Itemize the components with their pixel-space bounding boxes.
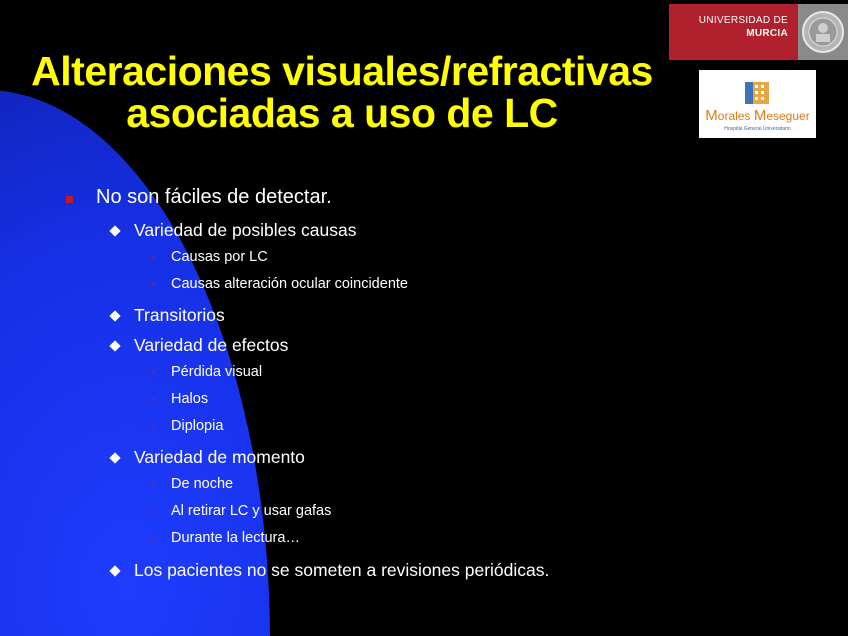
small-bullet-icon: ▪ — [152, 534, 155, 543]
effects-item: Diplopia — [171, 418, 224, 434]
diamond-bullet-icon — [109, 225, 120, 236]
causes-item: Causas alteración ocular coincidente — [171, 276, 408, 292]
small-bullet-icon: ▪ — [152, 368, 155, 377]
timing-item: De noche — [171, 476, 234, 492]
diamond-bullet-icon — [109, 452, 120, 463]
diamond-bullet-icon — [109, 310, 120, 321]
effects-item: Pérdida visual — [171, 364, 263, 380]
small-bullet-icon: ▪ — [152, 507, 155, 516]
causes-item: Causas por LC — [171, 249, 268, 265]
transient-label: Transitorios — [134, 305, 225, 325]
effects-label: Variedad de efectos — [134, 335, 289, 355]
small-bullet-icon: ▪ — [152, 480, 155, 489]
small-bullet-icon: ▪ — [152, 422, 155, 431]
reviews-label: Los pacientes no se someten a revisiones periódicas. — [134, 560, 550, 580]
university-logo-line1: UNIVERSIDAD DE — [698, 15, 788, 26]
timing-item: Al retirar LC y usar gafas — [171, 503, 332, 519]
slide-title-line2: asociadas a uso de LC — [126, 90, 558, 136]
diamond-bullet-icon — [109, 340, 120, 351]
small-bullet-icon: ▪ — [152, 280, 155, 289]
square-bullet-icon — [66, 196, 73, 203]
hospital-subtitle: Hospital General Universitario — [724, 126, 791, 132]
effects-item: Halos — [171, 391, 209, 407]
slide-title-line1: Alteraciones visuales/refractivas — [31, 48, 653, 94]
small-bullet-icon: ▪ — [152, 395, 155, 404]
university-logo-line2: MURCIA — [746, 28, 788, 39]
causes-label: Variedad de posibles causas — [134, 220, 357, 240]
diamond-bullet-icon — [109, 565, 120, 576]
main-point: No son fáciles de detectar. — [96, 186, 332, 208]
timing-item: Durante la lectura… — [171, 530, 300, 546]
hospital-name: Morales Meseguer — [705, 107, 810, 124]
small-bullet-icon: ▪ — [152, 253, 155, 262]
timing-label: Variedad de momento — [134, 447, 305, 467]
